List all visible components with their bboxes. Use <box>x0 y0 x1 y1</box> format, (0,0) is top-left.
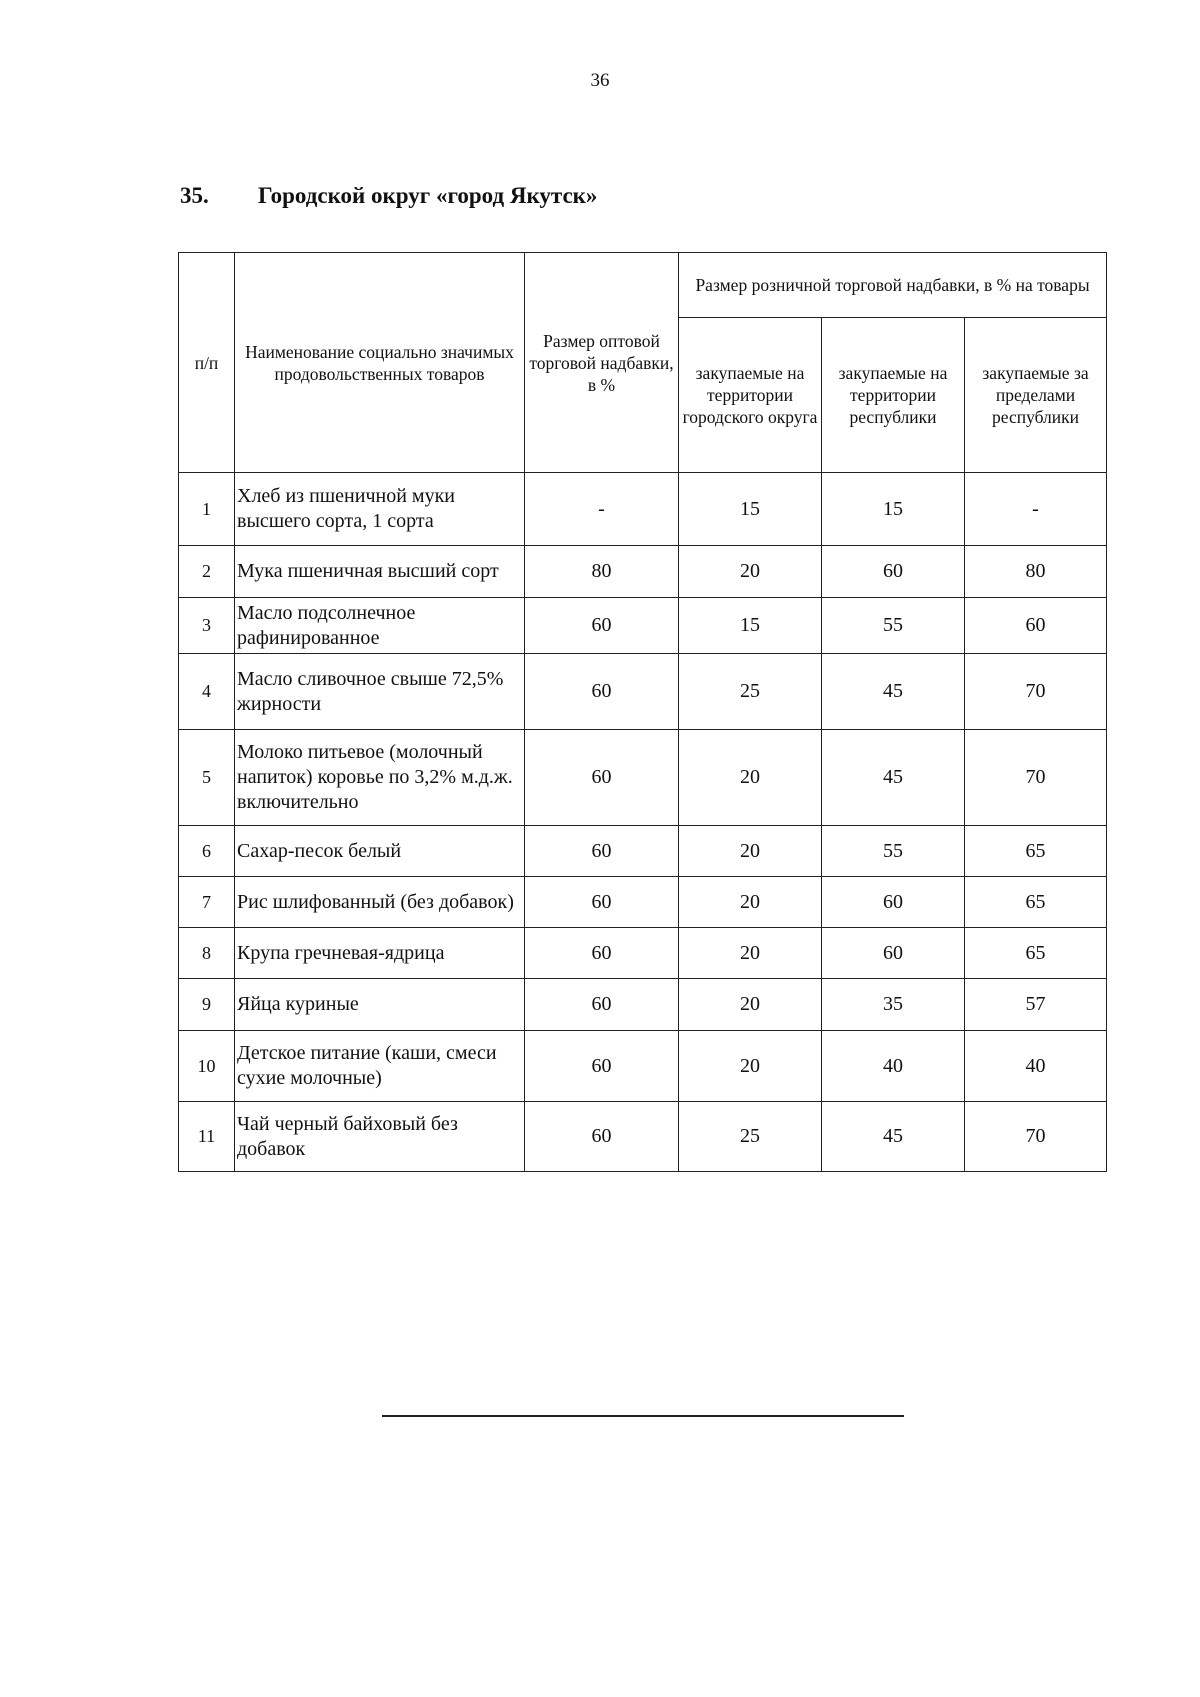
row-product-name: Рис шлифованный (без добавок) <box>235 877 525 928</box>
header-retail-city: закупаемые на территории городского округа <box>679 318 822 473</box>
row-retail-republic: 15 <box>822 473 965 546</box>
row-retail-republic: 60 <box>822 877 965 928</box>
row-retail-outside: 70 <box>965 654 1107 730</box>
row-retail-outside: 70 <box>965 1102 1107 1172</box>
table-row <box>179 1031 1107 1102</box>
row-retail-city: 20 <box>679 730 822 826</box>
row-retail-outside: 70 <box>965 730 1107 826</box>
row-wholesale-markup: 60 <box>525 826 679 877</box>
row-retail-city: 15 <box>679 598 822 654</box>
row-retail-outside: 65 <box>965 826 1107 877</box>
row-index: 5 <box>179 730 235 826</box>
row-retail-republic: 55 <box>822 598 965 654</box>
section-title: Городской округ «город Якутск» <box>258 183 598 208</box>
row-wholesale-markup: 60 <box>525 1102 679 1172</box>
row-wholesale-markup: - <box>525 473 679 546</box>
row-retail-republic: 40 <box>822 1031 965 1102</box>
row-index: 8 <box>179 928 235 979</box>
row-product-name: Хлеб из пшеничной муки высшего сорта, 1 сорта <box>235 473 525 546</box>
row-index: 7 <box>179 877 235 928</box>
row-retail-republic: 35 <box>822 979 965 1031</box>
row-retail-city: 20 <box>679 546 822 598</box>
row-product-name: Мука пшеничная высший сорт <box>235 546 525 598</box>
table-row <box>179 546 1107 598</box>
row-product-name: Масло сливочное свыше 72,5% жирности <box>235 654 525 730</box>
row-retail-outside: - <box>965 473 1107 546</box>
row-wholesale-markup: 60 <box>525 598 679 654</box>
section-number: 35. <box>180 183 209 208</box>
section-heading <box>180 183 597 209</box>
row-index: 2 <box>179 546 235 598</box>
row-retail-city: 15 <box>679 473 822 546</box>
row-retail-republic: 45 <box>822 1102 965 1172</box>
row-product-name: Детское питание (каши, смеси сухие молочные) <box>235 1031 525 1102</box>
row-index: 4 <box>179 654 235 730</box>
row-retail-city: 20 <box>679 1031 822 1102</box>
row-retail-republic: 45 <box>822 654 965 730</box>
row-retail-city: 25 <box>679 654 822 730</box>
row-wholesale-markup: 60 <box>525 877 679 928</box>
header-product-name: Наименование социально значимых продовольственных товаров <box>235 253 525 473</box>
row-wholesale-markup: 80 <box>525 546 679 598</box>
header-wholesale-markup: Размер оптовой торговой надбавки, в % <box>525 253 679 473</box>
row-product-name: Яйца куриные <box>235 979 525 1031</box>
row-wholesale-markup: 60 <box>525 730 679 826</box>
row-wholesale-markup: 60 <box>525 1031 679 1102</box>
row-retail-outside: 65 <box>965 928 1107 979</box>
row-retail-outside: 65 <box>965 877 1107 928</box>
row-wholesale-markup: 60 <box>525 928 679 979</box>
row-wholesale-markup: 60 <box>525 979 679 1031</box>
row-retail-outside: 80 <box>965 546 1107 598</box>
table-row <box>179 877 1107 928</box>
row-product-name: Чай черный байховый без добавок <box>235 1102 525 1172</box>
header-retail-markup-group: Размер розничной торговой надбавки, в % на товары <box>679 253 1107 318</box>
row-product-name: Масло подсолнечное рафинированное <box>235 598 525 654</box>
row-retail-city: 20 <box>679 979 822 1031</box>
row-product-name: Сахар-песок белый <box>235 826 525 877</box>
row-index: 10 <box>179 1031 235 1102</box>
row-retail-republic: 45 <box>822 730 965 826</box>
row-retail-outside: 40 <box>965 1031 1107 1102</box>
table-row <box>179 730 1107 826</box>
table-row <box>179 928 1107 979</box>
header-retail-republic: закупаемые на территории республики <box>822 318 965 473</box>
row-index: 9 <box>179 979 235 1031</box>
row-retail-city: 20 <box>679 826 822 877</box>
row-retail-city: 25 <box>679 1102 822 1172</box>
table-row <box>179 826 1107 877</box>
table-row <box>179 598 1107 654</box>
row-index: 3 <box>179 598 235 654</box>
row-product-name: Молоко питьевое (молочный напиток) коровье по 3,2% м.д.ж. включительно <box>235 730 525 826</box>
table-row <box>179 979 1107 1031</box>
row-retail-city: 20 <box>679 928 822 979</box>
row-product-name: Крупа гречневая-ядрица <box>235 928 525 979</box>
row-retail-outside: 60 <box>965 598 1107 654</box>
closing-rule <box>382 1415 904 1417</box>
header-retail-outside: закупаемые за пределами республики <box>965 318 1107 473</box>
row-index: 1 <box>179 473 235 546</box>
table-row <box>179 1102 1107 1172</box>
row-index: 11 <box>179 1102 235 1172</box>
row-retail-republic: 60 <box>822 546 965 598</box>
page-number: 36 <box>590 70 610 91</box>
row-wholesale-markup: 60 <box>525 654 679 730</box>
row-retail-republic: 60 <box>822 928 965 979</box>
table-row <box>179 654 1107 730</box>
markup-table <box>178 252 1107 1172</box>
row-retail-republic: 55 <box>822 826 965 877</box>
table-row <box>179 473 1107 546</box>
header-index: п/п <box>179 253 235 473</box>
row-retail-outside: 57 <box>965 979 1107 1031</box>
row-retail-city: 20 <box>679 877 822 928</box>
row-index: 6 <box>179 826 235 877</box>
table-body <box>179 473 1107 1172</box>
